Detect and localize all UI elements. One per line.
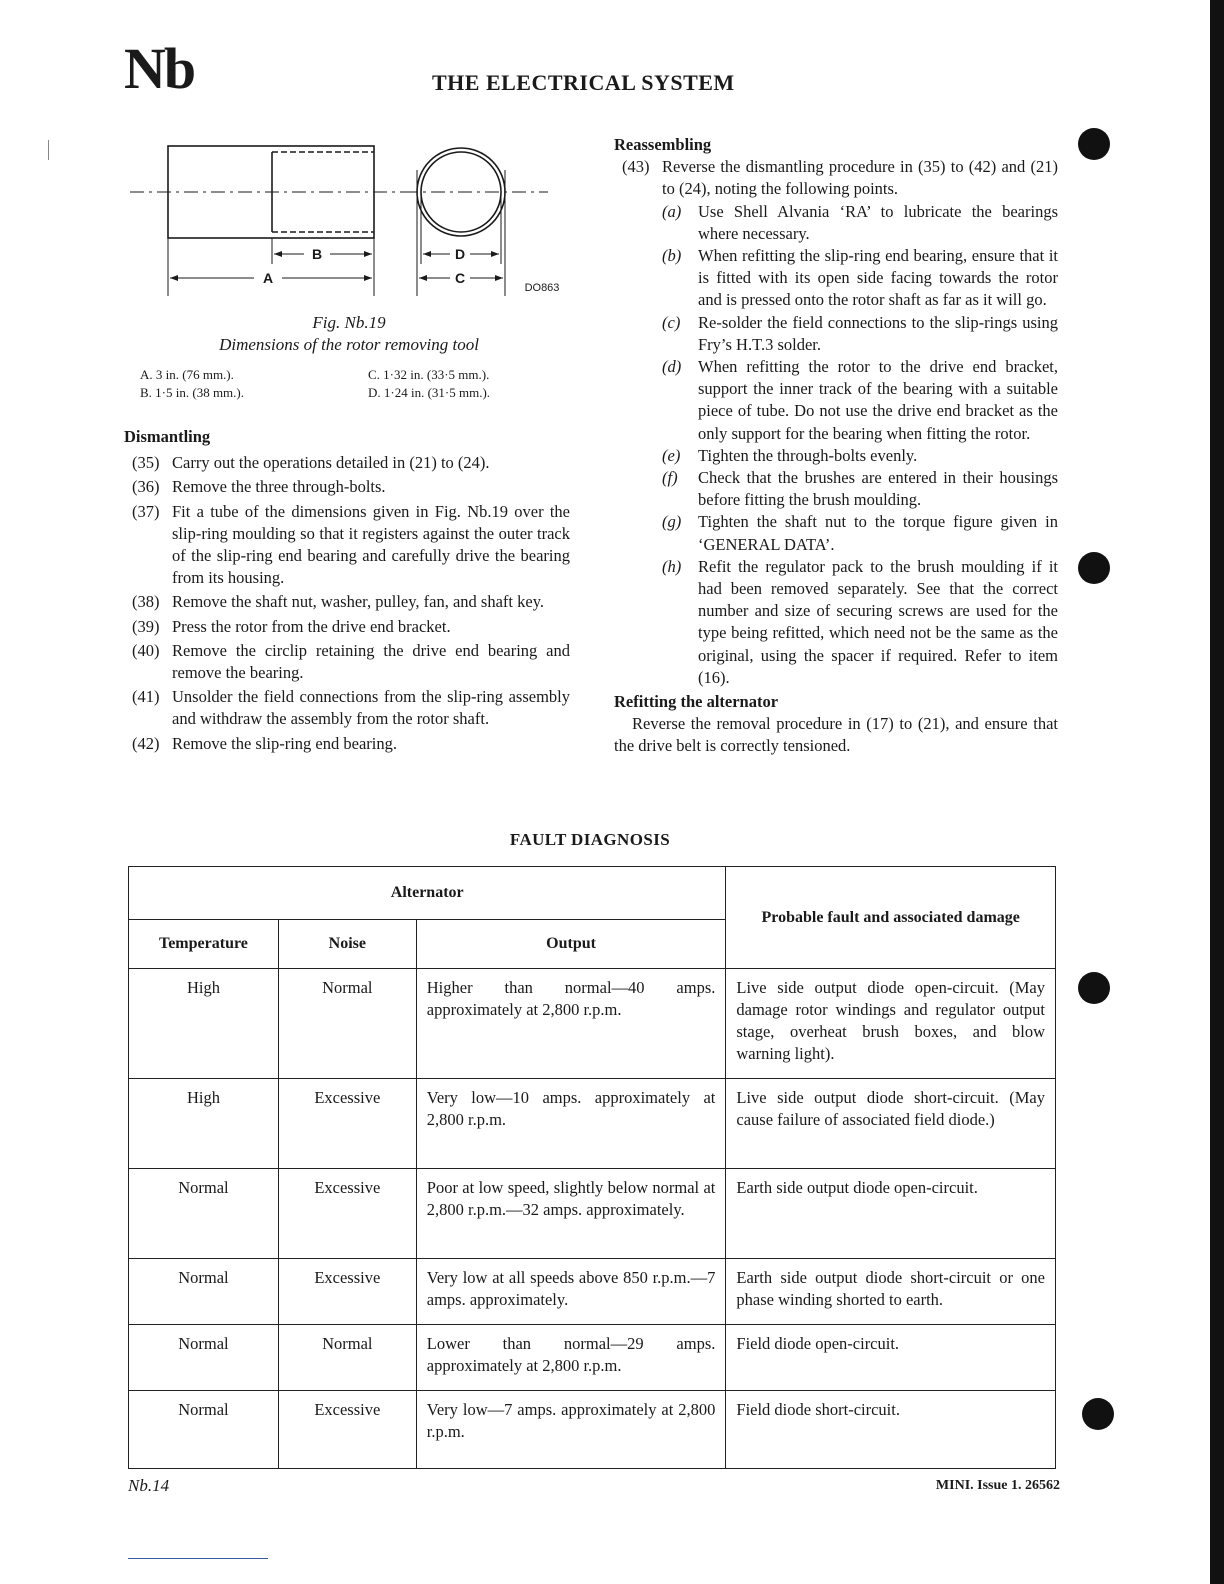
step: (37) Fit a tube of the dimensions given in Fig. Nb.19 over the slip-ring moulding so that it registers against the outer track of the slip-ring end bearing and carefully drive the bearing from its housing. [132, 501, 570, 588]
label-a: A [262, 270, 274, 286]
reassembly-point: (d) When refitting the rotor to the drive end bracket, support the inner track of the bearing with a suitable piece of tube. Do not use the drive end bracket as the only support for the bearing when fitting the rotor. [662, 357, 1058, 443]
table-row [129, 1391, 1056, 1469]
cell-output: Lower than normal—29 amps. approximately at 2,800 r.p.m. [416, 1325, 726, 1391]
page-title: THE ELECTRICAL SYSTEM [432, 70, 735, 95]
cell-fault: Field diode short-circuit. [726, 1391, 1056, 1469]
cell-output: Very low—10 amps. approximately at 2,800 r.p.m. [416, 1079, 726, 1169]
step: (40) Remove the circlip retaining the drive end bearing and remove the bearing. [132, 640, 570, 683]
step: (41) Unsolder the field connections from the slip-ring assembly and withdraw the assembly from the rotor shaft. [132, 687, 570, 729]
cell-noise: Normal [278, 1325, 416, 1391]
cell-fault: Earth side output diode open-circuit. [726, 1169, 1056, 1259]
header-temperature: Temperature [129, 920, 279, 969]
figure-subcaption: Dimensions of the rotor removing tool [219, 335, 479, 354]
header-fault: Probable fault and associated damage [726, 867, 1056, 969]
cell-fault: Live side output diode short-circuit. (May cause failure of associated field diode.) [726, 1079, 1056, 1169]
reassembling-section [614, 134, 1058, 758]
figure-caption [124, 312, 574, 356]
header-noise: Noise [278, 920, 416, 969]
refitting-heading: Refitting the alternator [614, 692, 779, 712]
edition-note: MINI. Issue 1. 26562 [935, 1478, 1060, 1493]
dimension-d: D. 1·24 in. (31·5 mm.). [368, 385, 491, 400]
table-row [129, 1169, 1056, 1259]
scan-edge [1210, 0, 1224, 1584]
reassembling-heading: Reassembling [614, 135, 712, 154]
cell-temperature: High [129, 969, 279, 1079]
margin-mark [48, 140, 49, 160]
binder-hole-mark [1082, 1398, 1114, 1430]
dismantling-heading: Dismantling [124, 427, 211, 446]
label-c: C [454, 270, 466, 286]
step: (38) Remove the shaft nut, washer, pulley, fan, and shaft key. [132, 592, 545, 612]
binder-hole-mark [1078, 552, 1110, 584]
step: (42) Remove the slip-ring end bearing. [132, 733, 397, 753]
table-header-row [129, 867, 1056, 920]
reassembly-point: (b) When refitting the slip-ring end bearing, ensure that it is fitted with its open side facing towards the rotor and is pressed onto the rotor shaft as far as it will go. [662, 246, 1058, 310]
dimension-c: C. 1·32 in. (33·5 mm.). [368, 367, 490, 382]
binder-hole-mark [1078, 972, 1110, 1004]
cell-noise: Excessive [278, 1079, 416, 1169]
step: (36) Remove the three through-bolts. [132, 477, 386, 497]
figure-ref: DO863 [524, 282, 560, 294]
cell-noise: Normal [278, 969, 416, 1079]
cell-fault: Live side output diode open-circuit. (May damage rotor windings and regulator output stage, overheat brush boxes, and blow warning light). [726, 969, 1056, 1079]
reassembly-point: (h) Refit the regulator pack to the brush moulding if it had been removed separately. See that the correct number and size of securing screws are used for the type being refitted, which need not be the same as the original, using the spacer if required. Refer to item (16). [662, 556, 1058, 687]
table-row [129, 1259, 1056, 1325]
cell-temperature: Normal [129, 1169, 279, 1259]
step: (35) Carry out the operations detailed in (21) to (24). [132, 453, 490, 473]
figure-number: Fig. Nb.19 [312, 313, 386, 332]
footer-rule [128, 1558, 268, 1559]
step: (39) Press the rotor from the drive end bracket. [132, 616, 451, 636]
page-number: Nb.14 [128, 1476, 170, 1495]
cell-output: Poor at low speed, slightly below normal at 2,800 r.p.m.—32 amps. approximately. [416, 1169, 726, 1259]
cell-noise: Excessive [278, 1169, 416, 1259]
reassembly-point: (c) Re-solder the field connections to the slip-rings using Fry’s H.T.3 solder. [662, 312, 1058, 354]
reassembling-intro: (43) Reverse the dismantling procedure in (35) to (42) and (21) to (24), noting the following points. [622, 157, 1058, 199]
table-row [129, 969, 1056, 1079]
label-d: D [454, 246, 466, 262]
cell-temperature: Normal [129, 1391, 279, 1469]
cell-output: Very low at all speeds above 850 r.p.m.—7 amps. approximately. [416, 1259, 726, 1325]
table-row [129, 1325, 1056, 1391]
cell-fault: Earth side output diode short-circuit or one phase winding shorted to earth. [726, 1259, 1056, 1325]
refitting-text: Reverse the removal procedure in (17) to (21), and ensure that the drive belt is correctly tensioned. [614, 714, 1058, 756]
section-code: Nb [124, 36, 195, 101]
cell-temperature: High [129, 1079, 279, 1169]
reassembly-point: (g) Tighten the shaft nut to the torque figure given in ‘GENERAL DATA’. [662, 512, 1058, 554]
label-b: B [311, 246, 323, 262]
reassembly-point: (f) Check that the brushes are entered in their housings before fitting the brush moulding. [662, 468, 1058, 510]
cell-fault: Field diode open-circuit. [726, 1325, 1056, 1391]
table-row [129, 1079, 1056, 1169]
header-output: Output [416, 920, 726, 969]
group-header: Alternator [129, 867, 726, 920]
fault-diagnosis-table [128, 866, 1056, 1469]
cell-temperature: Normal [129, 1259, 279, 1325]
dismantling-section [124, 426, 570, 755]
rotor-tool-drawing [124, 136, 584, 304]
binder-hole-mark [1078, 128, 1110, 160]
cell-noise: Excessive [278, 1259, 416, 1325]
reassembly-point: (e) Tighten the through-bolts evenly. [662, 445, 918, 465]
reassembly-point: (a) Use Shell Alvania ‘RA’ to lubricate the bearings where necessary. [662, 201, 1058, 243]
fault-diagnosis-title: FAULT DIAGNOSIS [509, 830, 671, 849]
cell-temperature: Normal [129, 1325, 279, 1391]
dimension-a: A. 3 in. (76 mm.). [140, 367, 234, 382]
dimension-b: B. 1·5 in. (38 mm.). [140, 385, 244, 400]
cell-noise: Excessive [278, 1391, 416, 1469]
cell-output: Very low—7 amps. approximately at 2,800 r.p.m. [416, 1391, 726, 1469]
cell-output: Higher than normal—40 amps. approximately at 2,800 r.p.m. [416, 969, 726, 1079]
